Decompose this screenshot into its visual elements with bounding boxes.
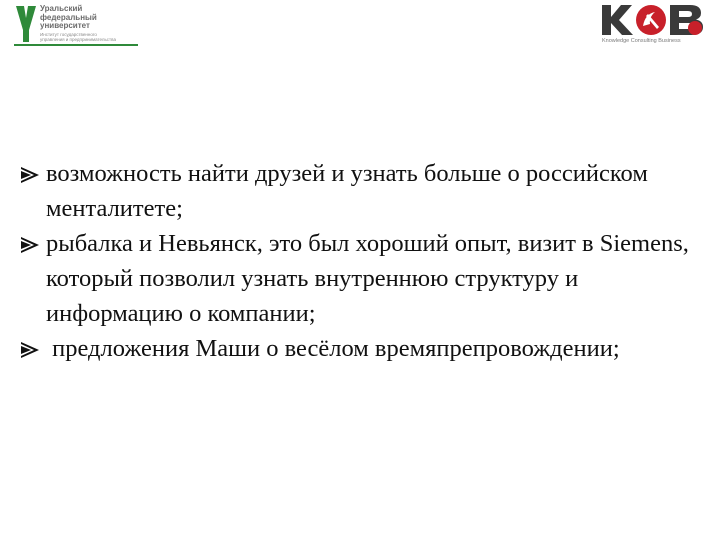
urfu-name-line: Уральский — [40, 4, 83, 13]
kcb-logo — [598, 2, 708, 44]
bullet-text: предложения Маши о весёлом времяпрепровождении; — [46, 335, 620, 362]
bullet-item — [20, 156, 700, 226]
bullet-list — [20, 156, 700, 366]
urfu-name-line: университет — [40, 21, 90, 30]
kcb-tagline: Knowledge Consulting Business — [602, 38, 681, 44]
kcb-logo-mark — [598, 2, 708, 38]
urfu-underline — [14, 44, 138, 46]
urfu-name-line: федеральный — [40, 12, 97, 22]
urfu-name — [40, 5, 97, 31]
urfu-logo — [14, 4, 154, 44]
arrow-bullet-icon — [20, 236, 40, 254]
urfu-subtitle-line: управления и предпринимательства — [40, 37, 116, 42]
arrow-bullet-icon — [20, 341, 40, 359]
bullet-item — [20, 226, 700, 331]
bullet-text: возможность найти друзей и узнать больше о российском менталитете; — [46, 160, 648, 222]
urfu-subtitle-line: Институт государственного — [40, 32, 97, 37]
bullet-text: рыбалка и Невьянск, это был хороший опыт, визит в Siemens, который позволил узнать внутреннюю структуру и информацию о компании; — [46, 230, 689, 327]
urfu-subtitle — [40, 32, 116, 42]
urfu-emblem-icon — [14, 4, 38, 44]
arrow-bullet-icon — [20, 166, 40, 184]
bullet-item — [20, 331, 700, 366]
slide-header — [0, 0, 720, 48]
